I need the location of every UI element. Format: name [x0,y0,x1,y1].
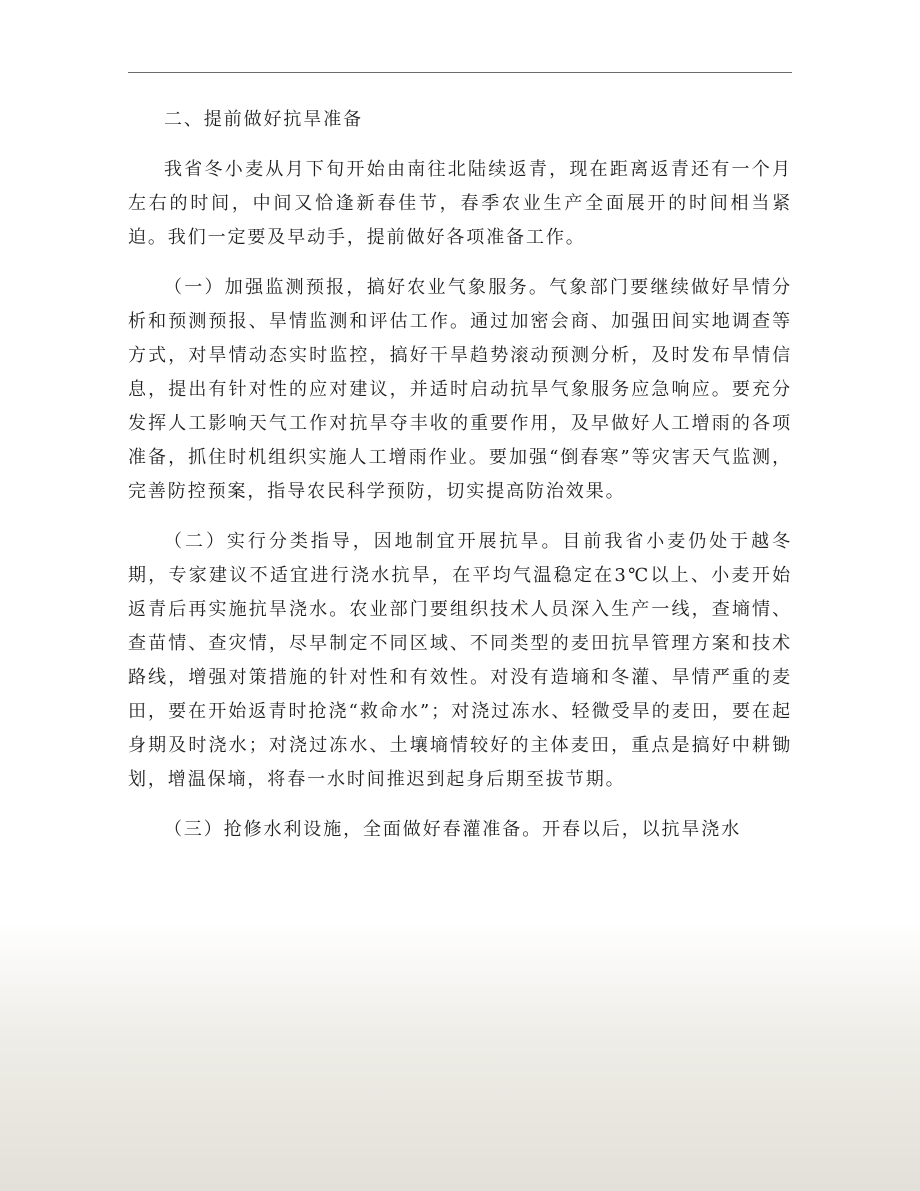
paragraph-gap [128,797,792,813]
header-rule [128,72,792,73]
paragraph-gap [128,509,792,525]
document-body [128,103,792,847]
page-bottom-shade [0,921,920,1191]
paragraph-gap [128,137,792,153]
section-heading: 二、提前做好抗旱准备 [164,109,363,130]
paragraph-gap [128,255,792,271]
paragraph-intro: 我省冬小麦从月下旬开始由南往北陆续返青，现在距离返青还有一个月左右的时间，中间又恰逢新春佳节，春季农业生产全面展开的时间相当紧迫。我们一定要及早动手，提前做好各项准备工作。 [128,159,792,248]
paragraph-monitoring: （一）加强监测预报，搞好农业气象服务。气象部门要继续做好旱情分析和预测预报、旱情监测和评估工作。通过加密会商、加强田间实地调查等方式，对旱情动态实时监控，搞好干旱趋势滚动预测分析，及时发布旱情信息，提出有针对性的应对建议，并适时启动抗旱气象服务应急响应。要充分发挥人工影响天气工作对抗旱夺丰收的重要作用，及早做好人工增雨的各项准备，抓住时机组织实施人工增雨作业。要加强“倒春寒”等灾害天气监测，完善防控预案，指导农民科学预防，切实提高防治效果。 [128,277,792,502]
paragraph-irrigation: （三）抢修水利设施，全面做好春灌准备。开春以后，以抗旱浇水 [164,819,742,840]
paragraph-guidance: （二）实行分类指导，因地制宜开展抗旱。目前我省小麦仍处于越冬期，专家建议不适宜进行浇水抗旱，在平均气温稳定在3℃以上、小麦开始返青后再实施抗旱浇水。农业部门要组织技术人员深入生产一线，查墒情、查苗情、查灾情，尽早制定不同区域、不同类型的麦田抗旱管理方案和技术路线，增强对策措施的针对性和有效性。对没有造墒和冬灌、旱情严重的麦田，要在开始返青时抢浇“救命水”；对浇过冻水、轻微受旱的麦田，要在起身期及时浇水；对浇过冻水、土壤墒情较好的主体麦田，重点是搞好中耕锄划，增温保墒，将春一水时间推迟到起身后期至拔节期。 [128,531,792,790]
